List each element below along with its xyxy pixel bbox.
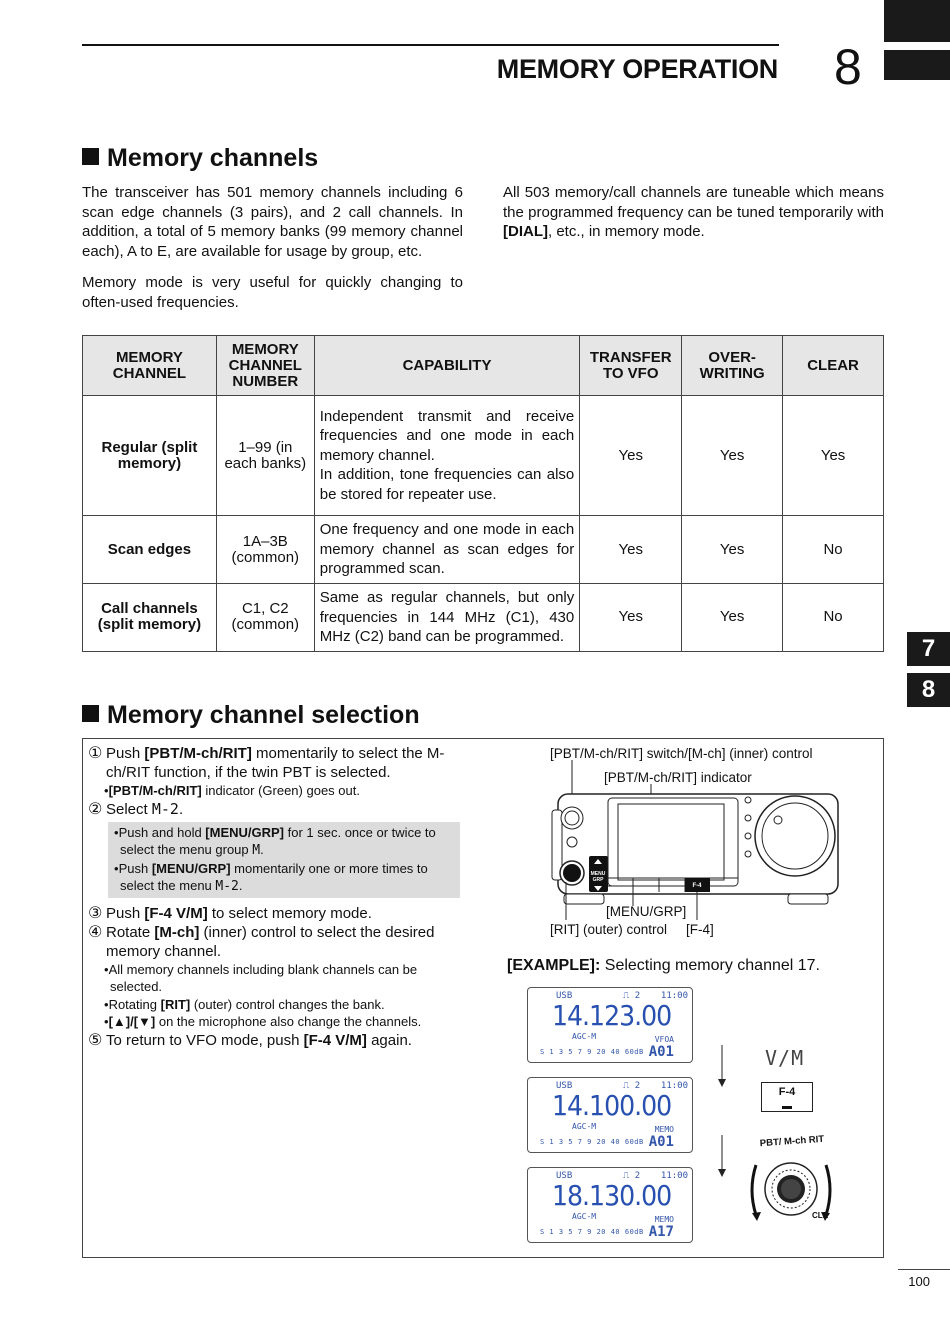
channel-readout: A01 [648,1134,674,1150]
cell-overwrite: Yes [682,396,783,516]
cell-channel: Call channels (split memory) [83,584,217,652]
example-caption: [EXAMPLE]: Selecting memory channel 17. [507,957,820,974]
step-note: •All memory channels including blank channels can be selected. [104,961,418,994]
table-row [83,584,884,652]
vm-indicator: V/M [765,1046,805,1070]
cell-transfer: Yes [580,584,682,652]
chapter-number: 8 [834,39,862,95]
menu-grp-button-label: MENU [590,871,606,877]
cell-channel: Regular (split memory) [83,396,217,516]
paragraph: All 503 memory/call channels are tuneable which means the programmed frequency can be tuned temporarily with [DIAL], etc., in memory mode. [503,184,884,240]
step-note: •[PBT/M-ch/RIT] indicator (Green) goes out. [104,783,360,798]
label-f4: [F-4] [686,922,714,937]
label-switch: [PBT/M-ch/RIT] switch/[M-ch] (inner) control [550,746,813,761]
cell-channel: Scan edges [83,516,217,584]
side-tab-7[interactable]: 7 [907,632,950,666]
steps-list [88,744,466,1050]
table-header-row [83,336,884,396]
paragraph: Memory mode is very useful for quickly changing to often-used frequencies. [82,274,463,311]
cell-number: C1, C2 (common) [216,584,314,652]
cell-transfer: Yes [580,396,682,516]
header-tab-block [884,0,950,42]
column-header: CAPABILITY [314,336,579,396]
radio-front-panel-diagram [548,760,848,920]
cell-overwrite: Yes [682,584,783,652]
page-title: MEMORY OPERATION [496,54,778,84]
step-4: ④ Rotate [M-ch] (inner) control to select the desired memory channel. [88,923,435,960]
cell-transfer: Yes [580,516,682,584]
channel-readout: A01 [648,1044,674,1060]
label-indicator: [PBT/M-ch/RIT] indicator [604,770,752,785]
s-meter: S 1 3 5 7 9 20 40 60dB [540,1228,644,1236]
lcd-display-3: USB ⎍ 2 11:00 18.130.00 AGC-M MEMO S 1 3 5 7 9 20 40 60dB A17 [527,1167,693,1243]
table-row [83,396,884,516]
label-menu: [MENU/GRP] [606,904,687,919]
cell-clear: Yes [783,396,884,516]
step-note: •[▲]/[▼] on the microphone also change the channels. [104,1014,422,1029]
lcd-display-2: USB ⎍ 2 11:00 14.100.00 AGC-M MEMO S 1 3 5 7 9 20 40 60dB A01 [527,1077,693,1153]
cell-overwrite: Yes [682,516,783,584]
cell-capability: Independent transmit and receive frequencies and one mode in each memory channel. In addition, tone frequencies can also be stored for repeater use. [314,396,579,516]
header-tab-block [884,50,950,80]
footer-rule [898,1269,950,1270]
step-1: ① Push [PBT/M-ch/RIT] momentarily to select the M-ch/RIT function, if the twin PBT is selected. [88,745,445,781]
down-arrow-icon [712,1045,732,1090]
channel-readout: A17 [648,1224,674,1240]
header-rule [82,44,779,46]
cell-number: 1A–3B (common) [216,516,314,584]
step-3: ③ Push [F-4 V/M] to select memory mode. [88,904,372,922]
frequency-readout: 18.130.00 [552,1179,672,1212]
knob-label: PBT/ M-ch RIT [759,1133,825,1150]
square-bullet-icon [82,148,99,165]
cell-number: 1–99 (in each banks) [216,396,314,516]
down-arrow-icon [712,1135,732,1180]
lcd-display-1: USB ⎍ 2 11:00 14.123.00 AGC-M VFOA S 1 3 5 7 9 20 40 60dB A01 [527,987,693,1063]
step-2: ② Select M-2. [88,799,184,818]
step-5: ⑤ To return to VFO mode, push [F-4 V/M] again. [88,1031,412,1049]
f4-key[interactable]: F-4 ▬ [761,1082,813,1112]
s-meter: S 1 3 5 7 9 20 40 60dB [540,1048,644,1056]
step-note: •Rotating [RIT] (outer) control changes the bank. [104,996,385,1012]
svg-text:F-4: F-4 [692,883,702,889]
page-number: 100 [908,1274,930,1289]
label-rit: [RIT] (outer) control [550,922,668,937]
section-title-memory-channels: Memory channels [82,144,318,173]
cell-capability: One frequency and one mode in each memory channel as scan edges for programmed scan. [314,516,579,584]
column-header: MEMORY CHANNEL [83,336,217,396]
cell-capability: Same as regular channels, but only frequencies in 144 MHz (C1), 430 MHz (C2) band can be programmed. [314,584,579,652]
column-header: CLEAR [783,336,884,396]
square-bullet-icon [82,705,99,722]
frequency-readout: 14.100.00 [552,1089,672,1122]
clr-label: CLR [812,1211,829,1220]
s-meter: S 1 3 5 7 9 20 40 60dB [540,1138,644,1146]
frequency-readout: 14.123.00 [552,999,672,1032]
column-header: MEMORY CHANNEL NUMBER [216,336,314,396]
menu-note-box: •Push and hold [MENU/GRP] for 1 sec. once or twice to select the menu group M. •Push [MENU/GRP] momentarily one or more times to select the menu M-2. [108,822,460,898]
cell-clear: No [783,584,884,652]
table-row [83,516,884,584]
paragraph: The transceiver has 501 memory channels including 6 scan edge channels (3 pairs), and 2 call channels. In addition, a total of 5 memory banks (99 memory channel each), A to E, are available for usage by group, etc. [82,184,463,260]
column-header: TRANSFER TO VFO [580,336,682,396]
section-title-memory-channel-selection: Memory channel selection [82,701,420,730]
side-tab-8[interactable]: 8 [907,673,950,707]
column-header: OVER-WRITING [682,336,783,396]
cell-clear: No [783,516,884,584]
memory-channel-table [82,335,884,652]
svg-text:GRP: GRP [592,877,604,883]
